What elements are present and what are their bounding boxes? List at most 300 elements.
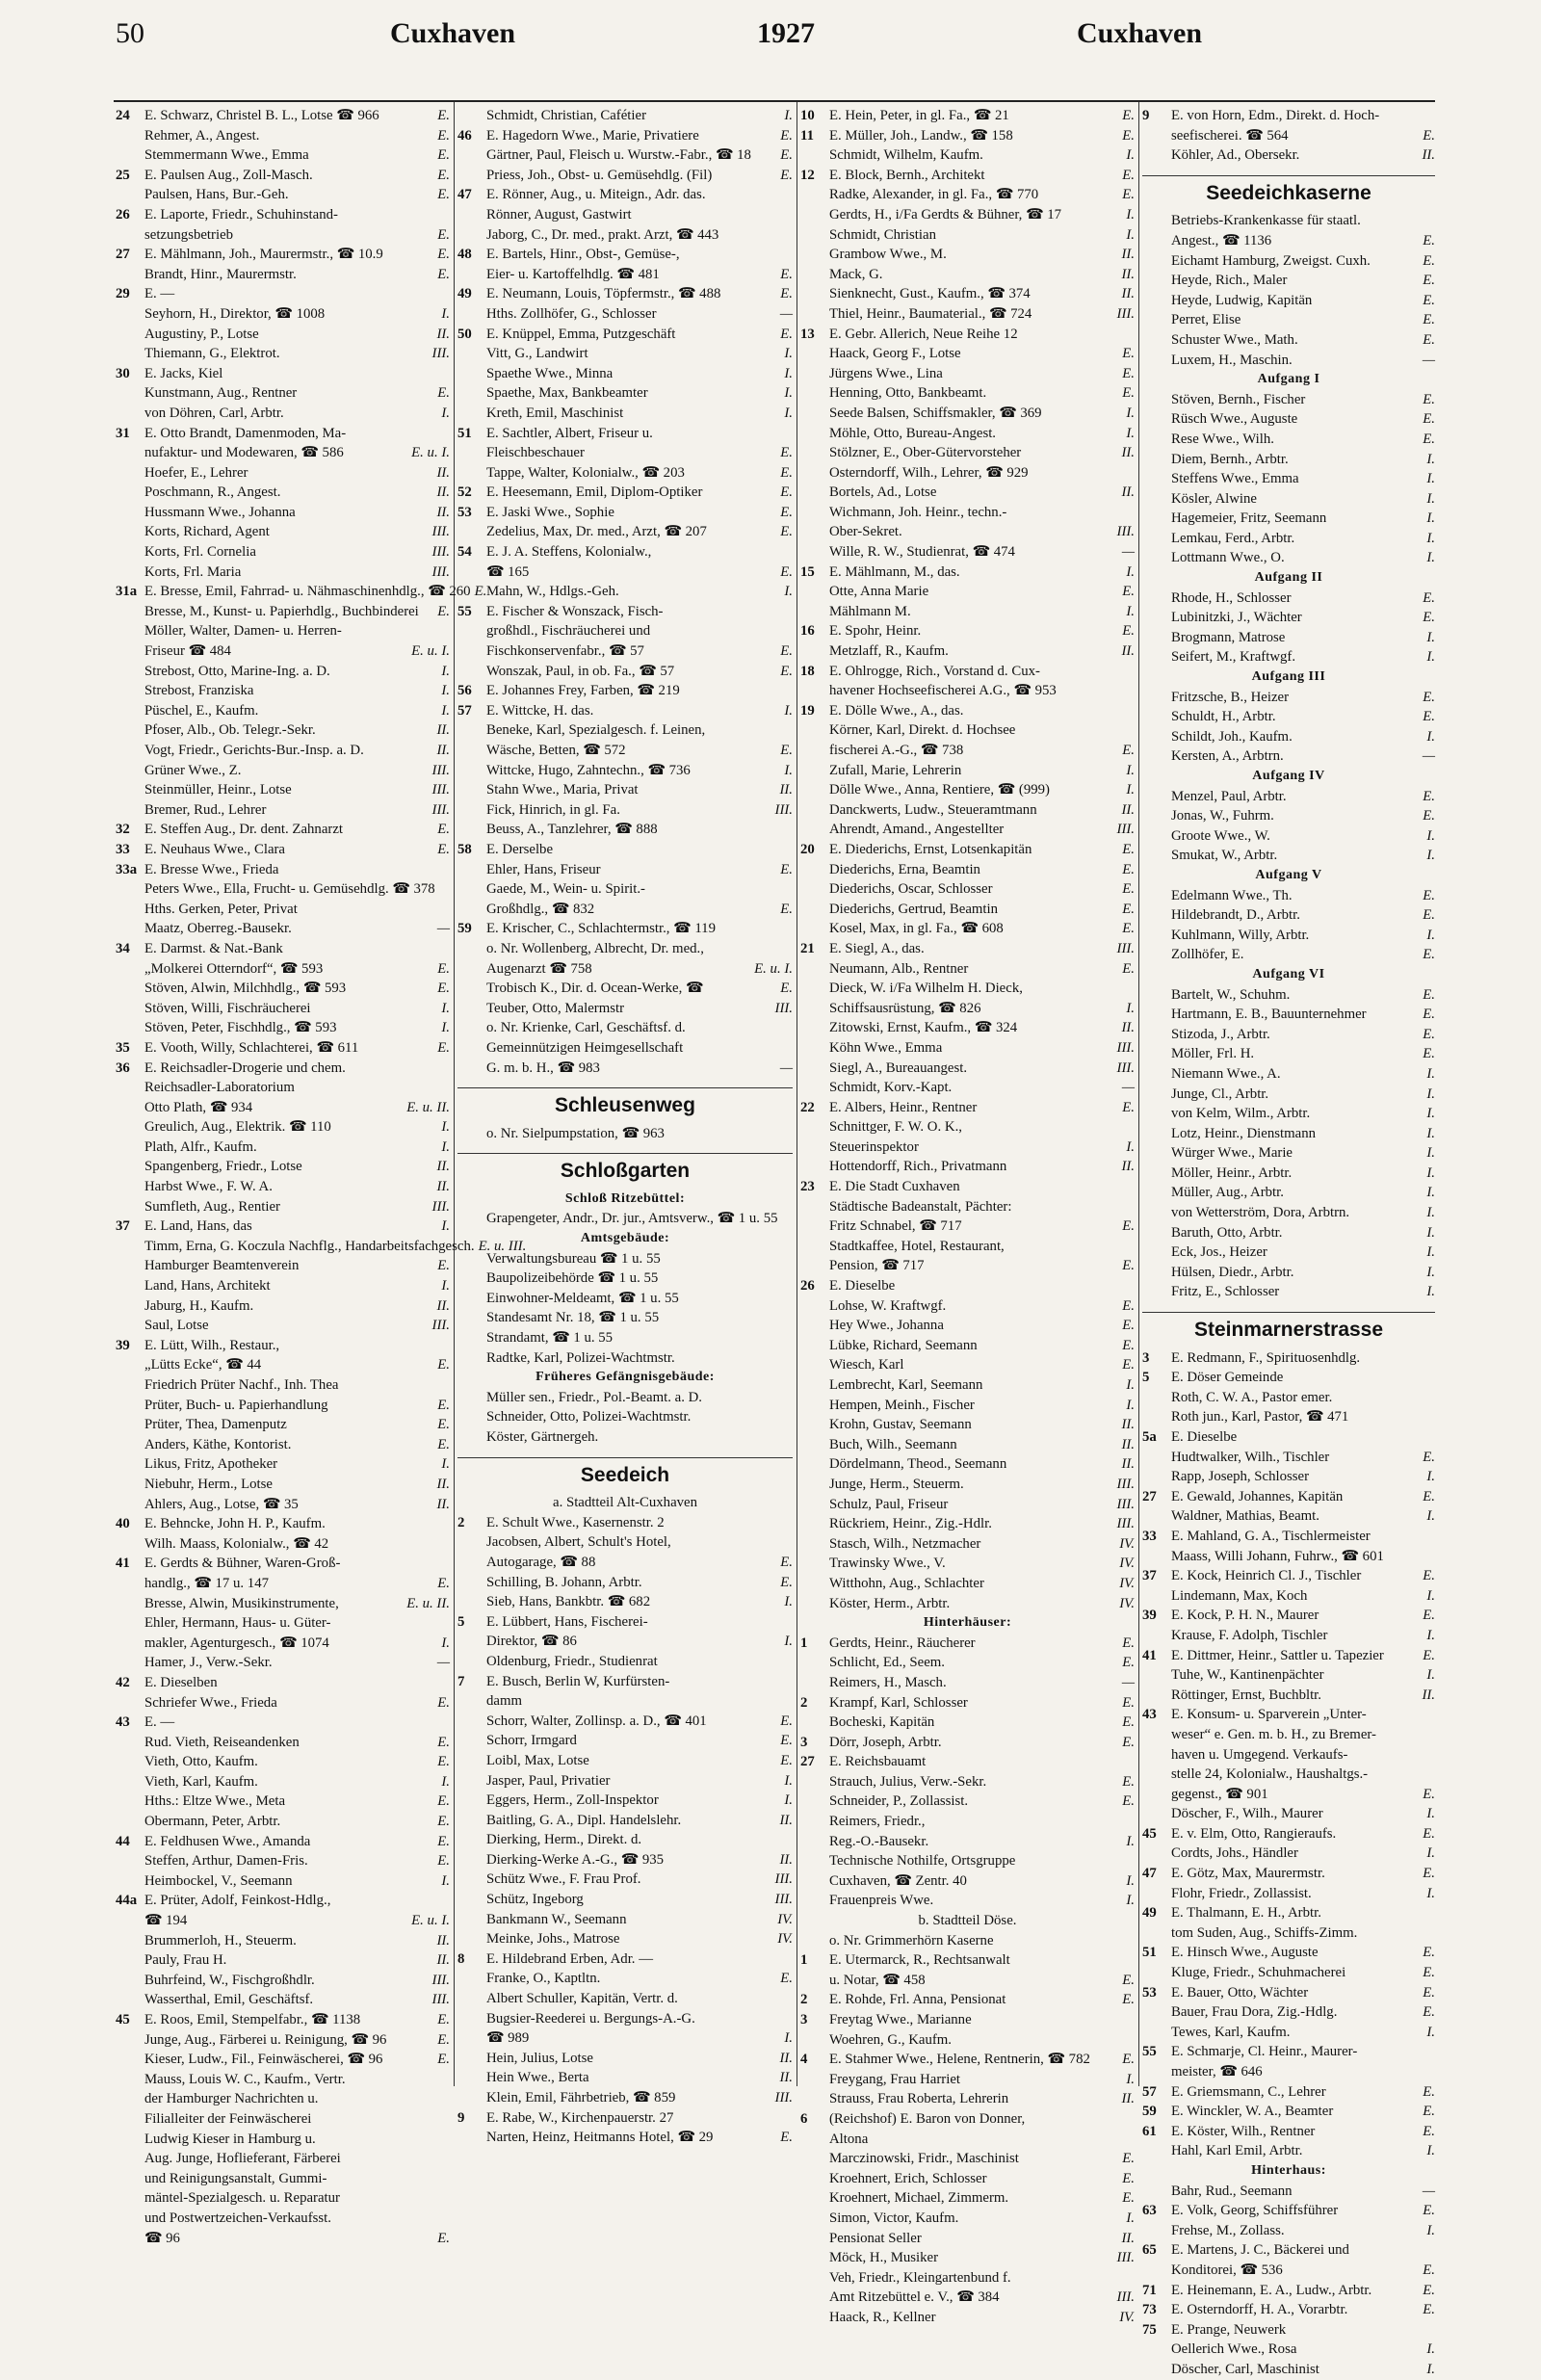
floor-marker: E. — [1122, 881, 1135, 898]
directory-entry — [116, 2209, 450, 2229]
floor-marker: E. — [1423, 1488, 1435, 1504]
entry-text: Spaethe Wwe., Minna — [486, 365, 614, 381]
entry-text: Reimers, H., Masch. — [829, 1674, 947, 1690]
directory-entry — [800, 1316, 1135, 1336]
entry-text: Likus, Fritz, Apotheker — [144, 1456, 278, 1473]
house-number — [800, 720, 829, 741]
directory-entry — [1142, 1124, 1435, 1144]
house-number — [800, 245, 829, 265]
directory-entry — [116, 522, 450, 542]
house-number — [116, 265, 144, 285]
house-number — [800, 2229, 829, 2249]
directory-entry — [457, 166, 793, 186]
directory-entry — [800, 364, 1135, 384]
directory-entry — [800, 741, 1135, 761]
floor-marker — [1431, 1705, 1435, 1725]
entry-text: Haack, Georg F., Lotse — [829, 346, 961, 362]
house-number — [116, 780, 144, 800]
directory-entry — [800, 1415, 1135, 1435]
house-number — [800, 641, 829, 662]
house-number — [800, 542, 829, 562]
floor-marker — [1431, 1765, 1435, 1785]
house-number — [457, 106, 486, 126]
entry-text: Verwaltungsbureau ☎ 1 u. 55 — [486, 1250, 661, 1267]
directory-entry — [800, 2188, 1135, 2209]
directory-entry — [1142, 1407, 1435, 1427]
directory-entry — [116, 2070, 450, 2090]
floor-marker — [1431, 1348, 1435, 1369]
floor-marker — [1431, 1923, 1435, 1944]
directory-entry — [800, 2089, 1135, 2109]
entry-text: E. Feldhusen Wwe., Amanda — [144, 1833, 311, 1849]
entry-text: Grüner Wwe., Z. — [144, 762, 242, 778]
house-number — [1142, 588, 1171, 609]
house-number — [800, 2149, 829, 2169]
entry-text: E. Diederichs, Ernst, Lotsenkapitän — [829, 841, 1032, 857]
directory-entry — [800, 1296, 1135, 1317]
entry-text: Albert Schuller, Kapitän, Vertr. d. — [486, 1991, 678, 2007]
floor-marker: E. — [780, 286, 793, 302]
directory-entry — [800, 1197, 1135, 1217]
house-number: 45 — [116, 2012, 130, 2027]
floor-marker: E. — [1423, 1568, 1435, 1584]
entry-text: Narten, Heinz, Heitmanns Hotel, ☎ 29 — [486, 2130, 714, 2146]
house-number — [457, 1388, 486, 1408]
directory-entry — [457, 582, 793, 602]
entry-text: Metzlaff, R., Kaufm. — [829, 643, 949, 660]
house-number — [1142, 1223, 1171, 1243]
directory-entry — [457, 483, 793, 503]
house-number — [1142, 985, 1171, 1006]
house-number — [116, 879, 144, 900]
directory-entry — [800, 701, 1135, 721]
house-number: 33a — [116, 861, 138, 877]
house-number — [116, 1415, 144, 1435]
entry-text: E. Die Stadt Cuxhaven — [829, 1179, 960, 1195]
house-number: 26 — [800, 1278, 815, 1295]
floor-marker: E. — [1423, 808, 1435, 824]
floor-marker: E. — [437, 2052, 450, 2068]
floor-marker: II. — [779, 2070, 793, 2086]
directory-entry — [457, 1751, 793, 1771]
floor-marker: E. — [780, 464, 793, 481]
entry-text: Lindemann, Max, Koch — [1171, 1587, 1308, 1604]
floor-marker: E. — [1423, 273, 1435, 289]
house-number — [116, 919, 144, 939]
entry-text: Würger Wwe., Marie — [1171, 1145, 1293, 1162]
floor-marker: E. — [1122, 1218, 1135, 1235]
house-number — [116, 1138, 144, 1158]
directory-entry — [457, 245, 793, 265]
directory-entry — [457, 741, 793, 761]
entry-text: „Molkerei Otterndorf“, ☎ 593 — [144, 960, 324, 977]
floor-marker: III. — [1116, 1496, 1135, 1512]
floor-marker: E. — [1423, 689, 1435, 705]
floor-marker — [446, 364, 450, 384]
district-heading: b. Stadtteil Döse. — [918, 1913, 1017, 1929]
house-number: 9 — [1142, 108, 1150, 123]
house-number — [457, 1249, 486, 1269]
house-number — [457, 1969, 486, 1989]
entry-text: Körner, Karl, Direkt. d. Hochsee — [829, 722, 1016, 739]
house-number — [457, 761, 486, 781]
floor-marker: III. — [431, 346, 450, 362]
entry-text: E. Heinemann, E. A., Ludw., Arbtr. — [1171, 2282, 1372, 2298]
house-number — [1142, 1164, 1171, 1184]
house-number — [457, 205, 486, 225]
floor-marker: E. — [1122, 1297, 1135, 1314]
floor-marker: IV. — [1119, 2309, 1135, 2325]
floor-marker — [446, 424, 450, 444]
floor-marker: E. — [1122, 2190, 1135, 2207]
directory-entry — [116, 383, 450, 404]
house-number — [457, 1652, 486, 1672]
directory-entry — [800, 2149, 1135, 2169]
entry-text: Ober-Sekret. — [829, 524, 902, 540]
floor-marker: I. — [1426, 1264, 1435, 1280]
floor-marker — [446, 2070, 450, 2090]
directory-entry — [116, 225, 450, 246]
entry-text: E. Dieselben — [144, 1674, 218, 1690]
floor-marker: III. — [1116, 822, 1135, 838]
house-number — [116, 2169, 144, 2189]
floor-marker: II. — [1121, 445, 1135, 461]
house-number — [1142, 905, 1171, 926]
entry-text: Wasserthal, Emil, Geschäftsf. — [144, 1992, 314, 2008]
house-number — [116, 1613, 144, 1634]
floor-marker: I. — [1426, 1587, 1435, 1604]
floor-marker: E. — [437, 247, 450, 263]
directory-entry — [457, 185, 793, 205]
floor-marker — [789, 1652, 793, 1672]
directory-entry — [1142, 1282, 1435, 1302]
entry-text: E. Albers, Heinr., Rentner — [829, 1099, 978, 1115]
directory-entry — [457, 840, 793, 860]
floor-marker: E. — [437, 167, 450, 183]
house-number — [116, 1237, 144, 1257]
floor-marker: E. — [1423, 1786, 1435, 1802]
house-number: 75 — [1142, 2321, 1157, 2338]
directory-entry — [457, 1249, 793, 1269]
entry-text: Bartelt, W., Schuhm. — [1171, 986, 1291, 1003]
entry-text: E. v. Elm, Otto, Rangieraufs. — [1171, 1825, 1337, 1842]
directory-entry — [116, 1514, 450, 1534]
floor-marker: E. — [1122, 1258, 1135, 1274]
floor-marker: I. — [1426, 1125, 1435, 1141]
entry-text: E. Schmarje, Cl. Heinr., Maurer- — [1171, 2044, 1358, 2060]
column-4 — [1142, 106, 1435, 2377]
entry-text: Heimbockel, V., Seemann — [144, 1872, 293, 1889]
directory-entry — [457, 1969, 793, 1989]
house-number — [457, 780, 486, 800]
house-number: 22 — [800, 1099, 815, 1115]
directory-entry — [800, 621, 1135, 641]
entry-text: E. Gerdts & Bühner, Waren-Groß- — [144, 1556, 341, 1572]
directory-entry — [116, 1971, 450, 1991]
house-number — [1142, 1183, 1171, 1203]
floor-marker — [446, 2188, 450, 2209]
directory-entry — [1142, 2141, 1435, 2161]
entry-text: Kreth, Emil, Maschinist — [486, 405, 624, 421]
directory-entry — [1142, 310, 1435, 330]
floor-marker — [1131, 2030, 1135, 2051]
floor-marker: III. — [431, 1992, 450, 2008]
house-number — [457, 1289, 486, 1309]
house-number: 41 — [116, 1556, 130, 1572]
house-number — [800, 2268, 829, 2288]
entry-text: Steffen, Arthur, Damen-Fris. — [144, 1853, 308, 1870]
house-number — [1142, 1407, 1171, 1427]
house-number — [800, 1534, 829, 1555]
floor-marker: II. — [1121, 247, 1135, 263]
entry-text: Wäsche, Betten, ☎ 572 — [486, 743, 626, 758]
floor-marker — [1431, 1368, 1435, 1388]
directory-entry — [800, 344, 1135, 364]
entry-text: großhdl., Fischräucherei und — [486, 623, 651, 640]
floor-marker: E. — [437, 385, 450, 402]
house-number — [116, 463, 144, 484]
entry-text: Rapp, Joseph, Schlosser — [1171, 1469, 1310, 1485]
entry-text: Strebost, Franziska — [144, 683, 254, 699]
house-number: 42 — [116, 1674, 130, 1690]
house-number — [457, 1751, 486, 1771]
floor-marker: I. — [1426, 2341, 1435, 2358]
floor-marker — [789, 542, 793, 562]
house-number — [457, 1830, 486, 1850]
entry-text: Lübke, Richard, Seemann — [829, 1337, 978, 1353]
house-number — [800, 2089, 829, 2109]
floor-marker: E. — [1122, 1337, 1135, 1353]
house-number — [116, 2109, 144, 2130]
directory-entry — [1142, 826, 1435, 847]
entry-text: Henning, Otto, Bankbeamt. — [829, 385, 987, 402]
entry-text: E. Redmann, F., Spirituosenhdlg. — [1171, 1349, 1361, 1366]
directory-entry — [116, 562, 450, 583]
house-number — [116, 999, 144, 1019]
entry-text: Eggers, Herm., Zoll-Inspektor — [486, 1792, 659, 1809]
directory-entry — [800, 1851, 1135, 1871]
floor-marker — [789, 1308, 793, 1328]
floor-marker: I. — [441, 1635, 450, 1651]
house-number: 2 — [800, 1992, 808, 2008]
house-number: 27 — [116, 247, 130, 263]
floor-marker: E. — [780, 266, 793, 282]
house-number — [800, 1475, 829, 1495]
entry-text: Möller, Frl. H. — [1171, 1046, 1255, 1062]
column-3 — [800, 106, 1135, 2325]
sub-heading: Aufgang IV — [1252, 769, 1325, 783]
directory-entry — [457, 1632, 793, 1652]
directory-entry — [116, 1256, 450, 1276]
entry-text: von Wetterström, Dora, Arbtrn. — [1171, 1205, 1350, 1221]
directory-entry — [457, 2009, 793, 2029]
directory-entry — [1142, 608, 1435, 628]
entry-text: Kosel, Max, in gl. Fa., ☎ 608 — [829, 921, 1004, 937]
directory-entry — [800, 1038, 1135, 1059]
floor-marker — [789, 245, 793, 265]
house-number: 48 — [457, 247, 472, 263]
house-number: 63 — [1142, 2203, 1157, 2219]
directory-entry — [800, 2308, 1135, 2328]
entry-text: E. Martens, J. C., Bäckerei und — [1171, 2242, 1349, 2259]
house-number — [800, 582, 829, 602]
directory-entry — [116, 662, 450, 682]
house-number — [1142, 1626, 1171, 1646]
house-number — [800, 2288, 829, 2308]
entry-text: E. Rabe, W., Kirchenpauerstr. 27 — [486, 2109, 674, 2126]
directory-entry — [116, 2050, 450, 2070]
house-number: 59 — [1142, 2104, 1157, 2120]
entry-text: Kroehnert, Erich, Schlosser — [829, 2170, 987, 2186]
entry-text: Obermann, Peter, Arbtr. — [144, 1814, 281, 1830]
directory-entry — [1142, 2281, 1435, 2301]
entry-text: Bortels, Ad., Lotse — [829, 484, 937, 501]
floor-marker — [1131, 662, 1135, 682]
entry-text: Marczinowski, Fridr., Maschinist — [829, 2151, 1019, 2167]
directory-entry — [116, 364, 450, 384]
floor-marker: II. — [1121, 801, 1135, 818]
floor-marker: II. — [436, 1159, 450, 1175]
directory-entry — [1142, 2042, 1435, 2062]
entry-text: Thiemann, G., Elektrot. — [144, 346, 280, 362]
house-number — [1142, 211, 1171, 231]
floor-marker: E. u. I. — [754, 960, 793, 977]
floor-marker: E. — [1423, 1866, 1435, 1882]
house-number — [1142, 2002, 1171, 2023]
floor-marker: II. — [1121, 1456, 1135, 1473]
directory-entry — [116, 2010, 450, 2030]
floor-marker: E. — [1122, 743, 1135, 758]
directory-entry — [116, 1038, 450, 1059]
house-number — [116, 1693, 144, 1713]
directory-entry — [457, 145, 793, 166]
house-number — [116, 1871, 144, 1892]
entry-text: Radtke, Karl, Polizei-Wachtmstr. — [486, 1349, 675, 1366]
directory-entry — [1142, 746, 1435, 767]
house-number — [457, 1929, 486, 1949]
floor-marker: III. — [431, 524, 450, 540]
floor-marker: E. — [1423, 252, 1435, 269]
directory-entry — [116, 1990, 450, 2010]
entry-text: Krohn, Gustav, Seemann — [829, 1417, 972, 1433]
floor-marker: III. — [1116, 305, 1135, 322]
house-number — [457, 2088, 486, 2108]
directory-entry — [116, 582, 487, 602]
house-number — [457, 1407, 486, 1427]
directory-entry — [800, 1733, 1135, 1753]
directory-entry — [800, 879, 1135, 900]
house-number — [457, 1712, 486, 1732]
sub-heading: Hinterhäuser: — [923, 1615, 1012, 1631]
directory-entry — [1142, 548, 1435, 568]
directory-entry — [800, 1832, 1135, 1852]
house-number — [116, 145, 144, 166]
floor-marker — [446, 1891, 450, 1911]
house-number — [800, 1832, 829, 1852]
entry-text: Sieb, Hans, Bankbtr. ☎ 682 — [486, 1594, 651, 1610]
house-number — [116, 2229, 144, 2249]
directory-entry — [116, 443, 450, 463]
house-number — [800, 443, 829, 463]
entry-text: Stemmermann Wwe., Emma — [144, 147, 309, 164]
directory-entry — [457, 2068, 793, 2088]
entry-text: tom Suden, Aug., Schiffs-Zimm. — [1171, 1924, 1358, 1941]
entry-text: Klein, Emil, Fährbetrieb, ☎ 859 — [486, 2090, 676, 2105]
house-number — [116, 1454, 144, 1475]
entry-text: Niebuhr, Herm., Lotse — [144, 1476, 273, 1492]
house-number — [1142, 1203, 1171, 1223]
house-number — [1142, 1844, 1171, 1864]
directory-entry — [116, 1693, 450, 1713]
house-number — [1142, 1263, 1171, 1283]
house-number — [800, 383, 829, 404]
directory-entry — [1142, 1263, 1435, 1283]
entry-text: Franke, O., Kaptltn. — [486, 1971, 601, 1987]
floor-marker: I. — [441, 1773, 450, 1790]
directory-entry — [457, 1573, 793, 1593]
house-number — [1142, 945, 1171, 965]
directory-entry — [116, 621, 450, 641]
house-number — [800, 2308, 829, 2328]
house-number: 24 — [116, 108, 130, 123]
entry-text: Seifert, M., Kraftwgf. — [1171, 649, 1296, 666]
directory-entry — [1142, 1025, 1435, 1045]
entry-text: Mack, G. — [829, 266, 883, 282]
entry-text: E. Döser Gemeinde — [1171, 1370, 1284, 1386]
entry-text: Zufall, Marie, Lehrerin — [829, 762, 962, 778]
house-number — [1142, 1765, 1171, 1785]
house-number — [800, 1415, 829, 1435]
directory-entry — [116, 1911, 450, 1931]
directory-entry — [1142, 291, 1435, 311]
directory-entry — [457, 1791, 793, 1811]
entry-text: Amt Ritzebüttel e. V., ☎ 384 — [829, 2289, 1000, 2306]
floor-marker — [446, 2130, 450, 2150]
house-number: 53 — [1142, 1984, 1157, 2001]
house-number — [457, 900, 486, 920]
floor-marker — [1131, 1197, 1135, 1217]
entry-text: Wittcke, Hugo, Zahntechn., ☎ 736 — [486, 762, 691, 778]
entry-text: Jacobsen, Albert, Schult's Hotel, — [486, 1534, 671, 1551]
floor-marker: II. — [436, 1952, 450, 1969]
floor-marker: I. — [1426, 1164, 1435, 1181]
house-number — [457, 1731, 486, 1751]
floor-marker — [789, 1328, 793, 1348]
directory-entry — [1142, 430, 1435, 450]
house-number — [457, 979, 486, 999]
house-number — [116, 383, 144, 404]
directory-entry — [800, 1693, 1135, 1713]
floor-marker: E. — [1423, 2123, 1435, 2139]
directory-entry — [457, 1949, 793, 1970]
directory-entry — [457, 780, 793, 800]
house-number: 15 — [800, 563, 815, 580]
floor-marker: III. — [1116, 2250, 1135, 2266]
entry-text: Steffens Wwe., Emma — [1171, 471, 1299, 487]
entry-text: Meinke, Johs., Matrose — [486, 1931, 620, 1948]
floor-marker: E. — [1423, 2203, 1435, 2219]
directory-entry — [800, 1495, 1135, 1515]
floor-marker — [789, 1691, 793, 1712]
floor-marker — [789, 1532, 793, 1553]
entry-text: Heyde, Ludwig, Kapitän — [1171, 292, 1313, 308]
directory-entry — [800, 145, 1135, 166]
floor-marker — [789, 1124, 793, 1144]
floor-marker: E. — [437, 127, 450, 144]
directory-entry — [1142, 886, 1435, 906]
entry-text: Dierking, Herm., Direkt. d. — [486, 1832, 642, 1848]
floor-marker: I. — [1426, 827, 1435, 844]
